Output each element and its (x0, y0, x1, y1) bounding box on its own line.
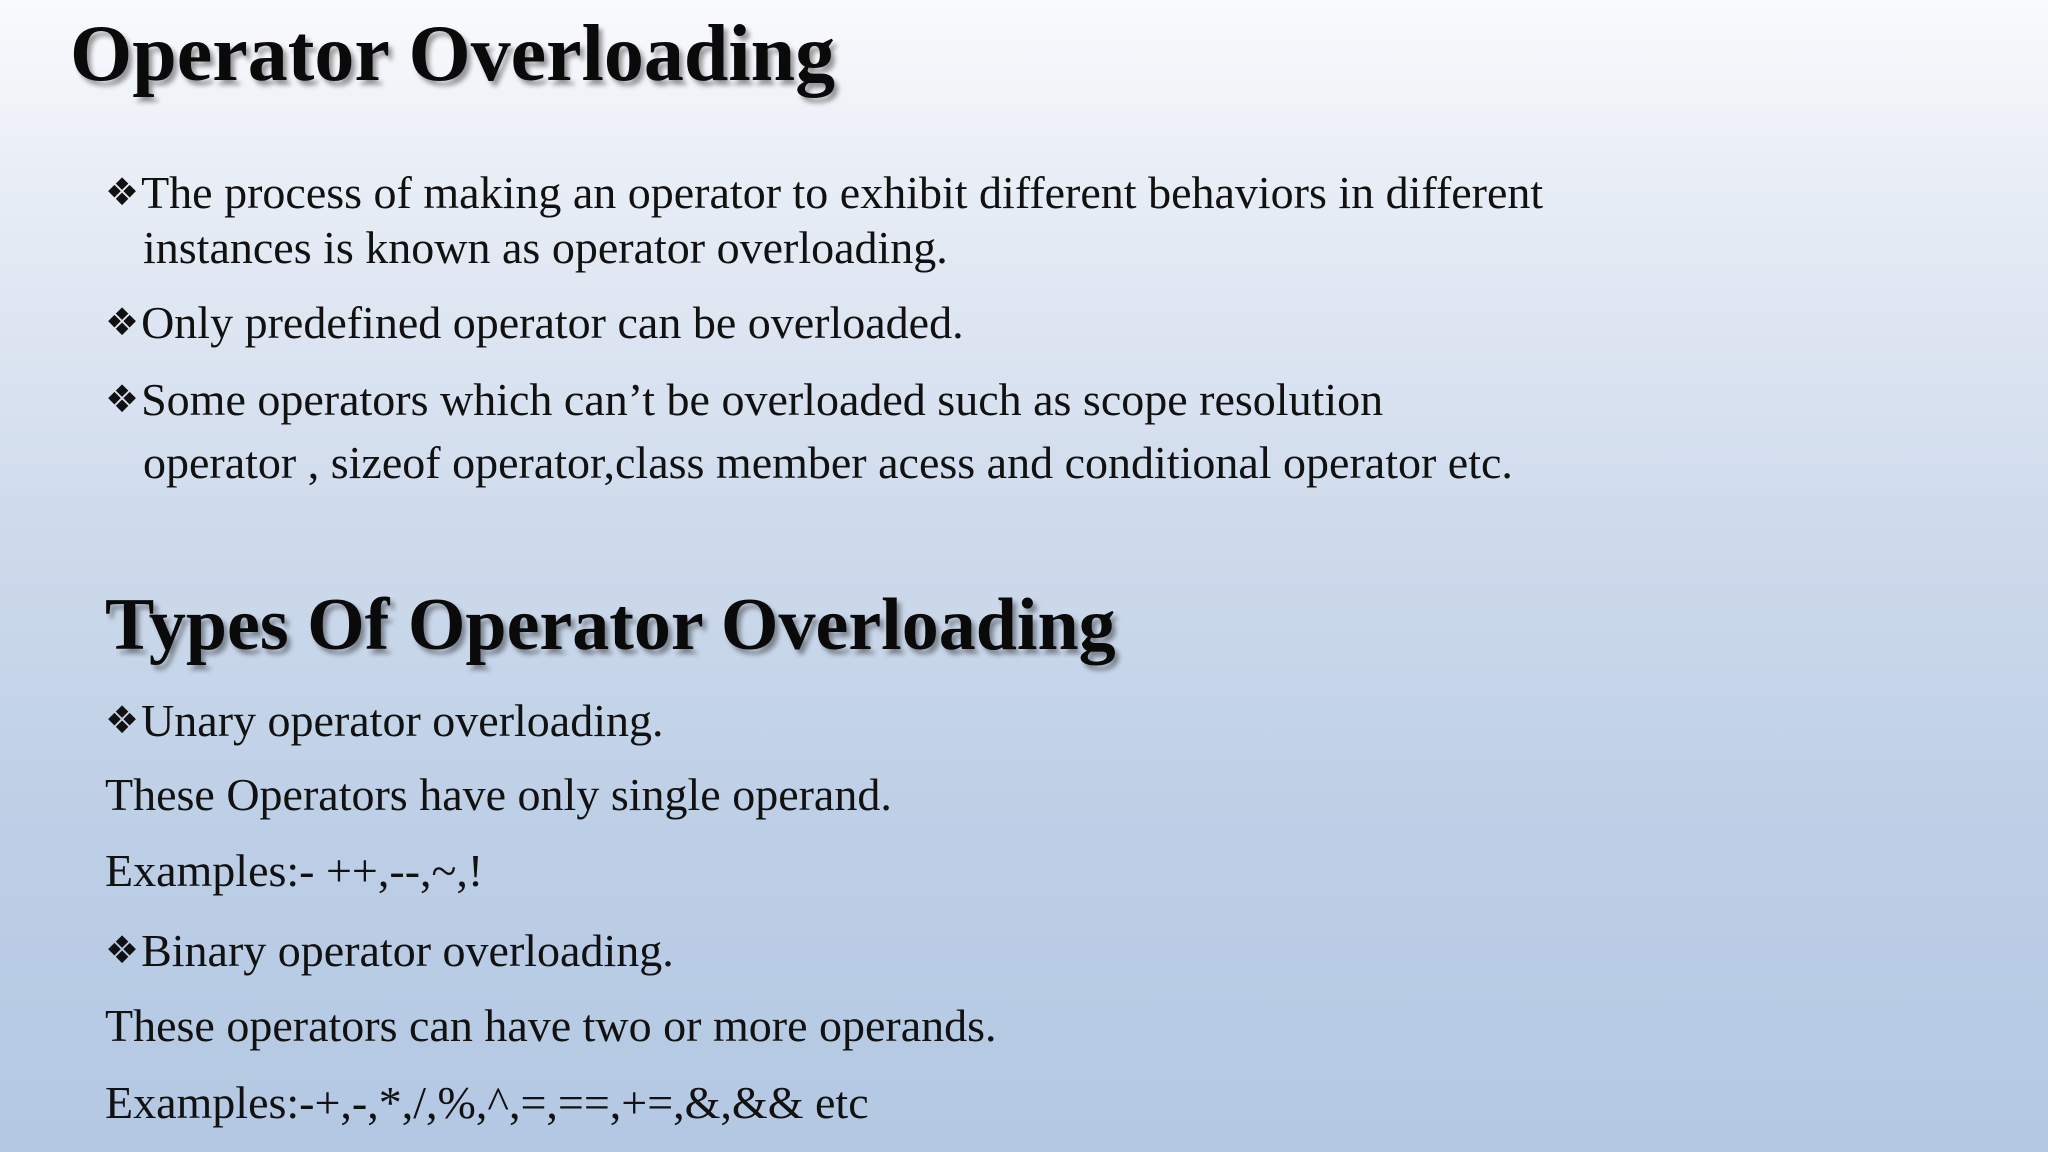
diamond-bullet-icon: ❖ (105, 170, 140, 214)
unary-description: These Operators have only single operand. (105, 769, 892, 820)
unary-bullet (105, 695, 664, 746)
diamond-bullet-icon: ❖ (105, 377, 140, 421)
diamond-bullet-icon: ❖ (105, 928, 140, 972)
binary-bullet (105, 925, 674, 976)
slide-title: Operator Overloading (70, 10, 836, 98)
binary-examples: Examples:-+,-,*,/,%,^,=,==,+=,&,&& etc (105, 1077, 869, 1128)
types-heading: Types Of Operator Overloading (105, 584, 1116, 666)
diamond-bullet-icon: ❖ (105, 698, 140, 742)
bullet-3-continuation (105, 437, 1513, 488)
unary-heading: Unary operator overloading. (141, 695, 664, 746)
bullet-3-text-line2: operator , sizeof operator,class member acess and conditional operator etc. (143, 437, 1513, 488)
unary-examples: Examples:- ++,--,~,! (105, 845, 484, 896)
bullet-1-continuation (105, 222, 948, 273)
bullet-1-text-line1: The process of making an operator to exhibit different behaviors in different (141, 167, 1544, 218)
bullet-2 (105, 297, 964, 348)
bullet-3 (105, 374, 1384, 425)
diamond-bullet-icon: ❖ (105, 300, 140, 344)
binary-heading: Binary operator overloading. (141, 925, 674, 976)
bullet-1 (105, 167, 1544, 218)
bullet-1-text-line2: instances is known as operator overloading. (143, 222, 948, 273)
bullet-3-text-line1: Some operators which can’t be overloaded such as scope resolution (141, 374, 1384, 425)
bullet-2-text: Only predefined operator can be overloaded. (141, 297, 964, 348)
binary-description: These operators can have two or more operands. (105, 1000, 997, 1051)
